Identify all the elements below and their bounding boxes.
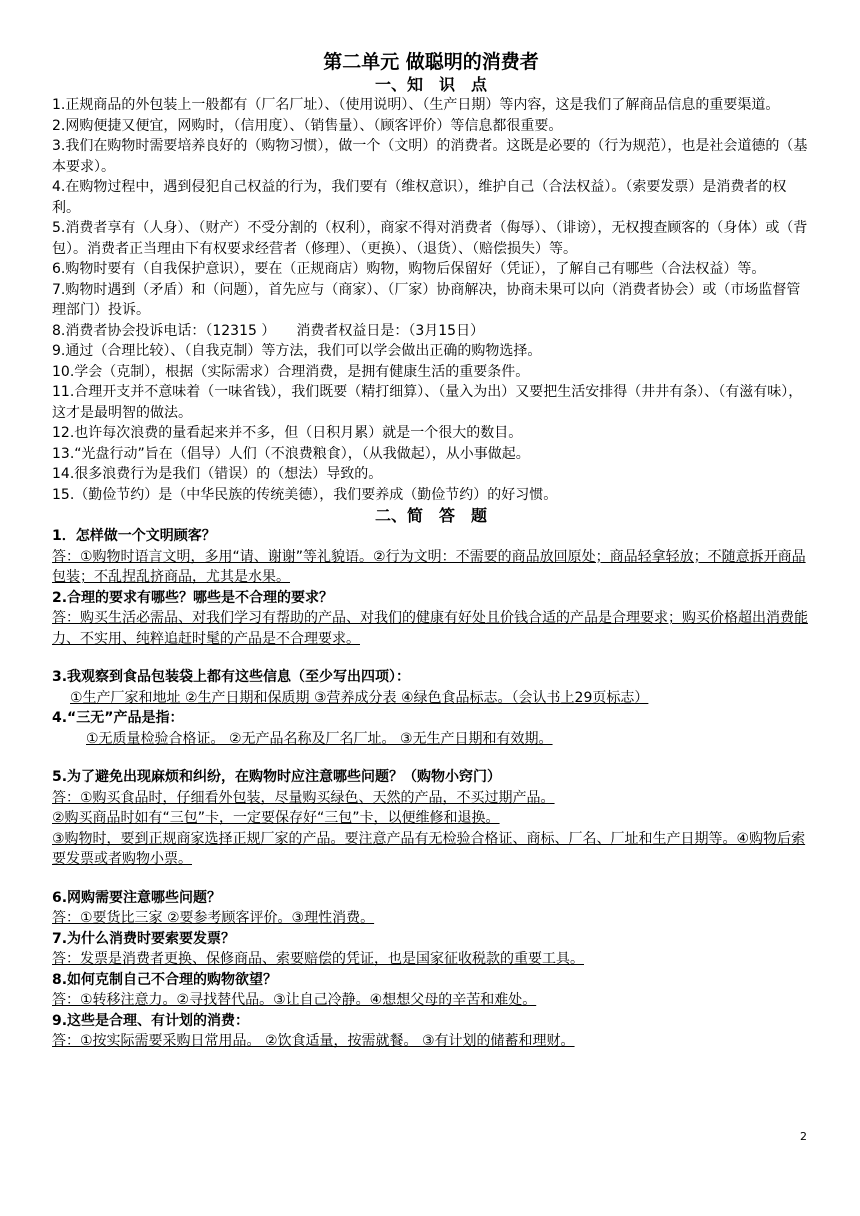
answer: ③购物时，要到正规商家选择正规厂家的产品。要注意产品有无检验合格证、商标、厂名、厂址和生产日期等。④购物后索要发票或者购物小票。: [52, 830, 806, 867]
answer: 答：①按实际需要采购日常用品。 ②饮食适量，按需就餐。 ③有计划的储蓄和理财。: [52, 1033, 575, 1049]
answer: ②购买商品时如有“三包”卡，一定要保存好“三包”卡，以便维修和退换。: [52, 810, 500, 826]
page-number: 2: [800, 1130, 807, 1143]
knowledge-point: 14.很多浪费行为是我们（错误）的（想法）导致的。: [52, 466, 383, 482]
knowledge-point: 4.在购物过程中，遇到侵犯自己权益的行为，我们要有（维权意识），维护自己（合法权益）。（索要发票）是消费者的权利。: [52, 179, 787, 216]
page-title: 第二单元 做聪明的消费者: [323, 51, 539, 73]
knowledge-point: 8.消费者协会投诉电话：（12315 ） 消费者权益日是：（3月15日）: [52, 322, 485, 339]
section-heading-knowledge: 一、知 识 点: [374, 75, 487, 94]
answer: 答：①要货比三家 ②要参考顾客评价。③理性消费。: [52, 910, 375, 926]
question: 5.为了避免出现麻烦和纠纷，在购物时应注意哪些问题？（购物小窍门）: [52, 769, 502, 785]
section-heading-qa: 二、简 答 题: [374, 506, 487, 525]
knowledge-point: 13.“光盘行动”旨在（倡导）人们（不浪费粮食），（从我做起），从小事做起。: [52, 445, 530, 462]
question: 6.网购需要注意哪些问题？: [52, 889, 222, 906]
knowledge-point: 7.购物时遇到（矛盾）和（问题），首先应与（商家）、（厂家）协商解决，协商未果可以向（消费者协会）或（市场监督管理部门）投诉。: [52, 281, 801, 318]
question: 8.如何克制自己不合理的购物欲望？: [52, 971, 278, 988]
answer: 答：发票是消费者更换、保修商品、索要赔偿的凭证，也是国家征收税款的重要工具。: [52, 951, 584, 967]
knowledge-point: 11.合理开支并不意味着（一味省钱），我们既要（精打细算）、（量入为出）又要把生活安排得（井井有条）、（有滋有味），这才是最明智的做法。: [52, 384, 803, 421]
knowledge-point: 3.我们在购物时需要培养良好的（购物习惯），做一个（文明）的消费者。这既是必要的（行为规范），也是社会道德的（基本要求）。: [52, 138, 808, 175]
knowledge-point: 6.购物时要有（自我保护意识），要在（正规商店）购物，购物后保留好（凭证），了解自己有哪些（合法权益）等。: [52, 261, 766, 277]
question: 4.“三无”产品是指：: [52, 710, 184, 726]
answer: ①生产厂家和地址 ②生产日期和保质期 ③营养成分表 ④绿色食品标志。（会认书上29页标志）: [70, 689, 649, 706]
question: 7.为什么消费时要索要发票？: [52, 930, 236, 947]
answer: 答：购买生活必需品、对我们学习有帮助的产品、对我们的健康有好处且价钱合适的产品是合理要求；购买价格超出消费能力、不实用、纯粹追赶时髦的产品是不合理要求。: [52, 610, 808, 647]
question: 1．怎样做一个文明顾客？: [52, 528, 216, 544]
document-page: [52, 50, 810, 1052]
knowledge-point: 5.消费者享有（人身）、（财产）不受分割的（权利），商家不得对消费者（侮辱）、（诽谤），无权搜查顾客的（身体）或（背包）。消费者正当理由下有权要求经营者（修理）、（更换）、（退货）、（赔偿损失）等。: [52, 220, 808, 257]
knowledge-point: 10.学会（克制），根据（实际需求）合理消费，是拥有健康生活的重要条件。: [52, 363, 530, 380]
question: 2.合理的要求有哪些？哪些是不合理的要求？: [52, 589, 334, 606]
knowledge-point: 1.正规商品的外包装上一般都有（厂名厂址）、（使用说明）、（生产日期）等内容，这是我们了解商品信息的重要渠道。: [52, 97, 780, 113]
answer: 答：①购物时语言文明，多用“请、谢谢”等礼貌语。②行为文明：不需要的商品放回原处；商品轻拿轻放；不随意拆开商品包装；不乱捏乱挤商品，尤其是水果。: [52, 548, 806, 585]
answer: 答：①购买食品时，仔细看外包装，尽量购买绿色、天然的产品，不买过期产品。: [52, 789, 555, 806]
knowledge-point: 2.网购便捷又便宜，网购时，（信用度）、（销售量）、（顾客评价）等信息都很重要。: [52, 117, 563, 134]
question: 9.这些是合理、有计划的消费：: [52, 1012, 250, 1029]
question: 3.我观察到食品包装袋上都有这些信息（至少写出四项）：: [52, 669, 411, 685]
knowledge-point: 12.也许每次浪费的量看起来并不多，但（日积月累）就是一个很大的数目。: [52, 425, 523, 441]
knowledge-point: 9.通过（合理比较）、（自我克制）等方法，我们可以学会做出正确的购物选择。: [52, 343, 542, 359]
answer: ①无质量检验合格证。 ②无产品名称及厂名厂址。 ③无生产日期和有效期。: [86, 730, 553, 747]
answer: 答：①转移注意力。②寻找替代品。③让自己冷静。④想想父母的辛苦和难处。: [52, 992, 537, 1008]
knowledge-point: 15.（勤俭节约）是（中华民族的传统美德），我们要养成（勤俭节约）的好习惯。: [52, 486, 558, 503]
